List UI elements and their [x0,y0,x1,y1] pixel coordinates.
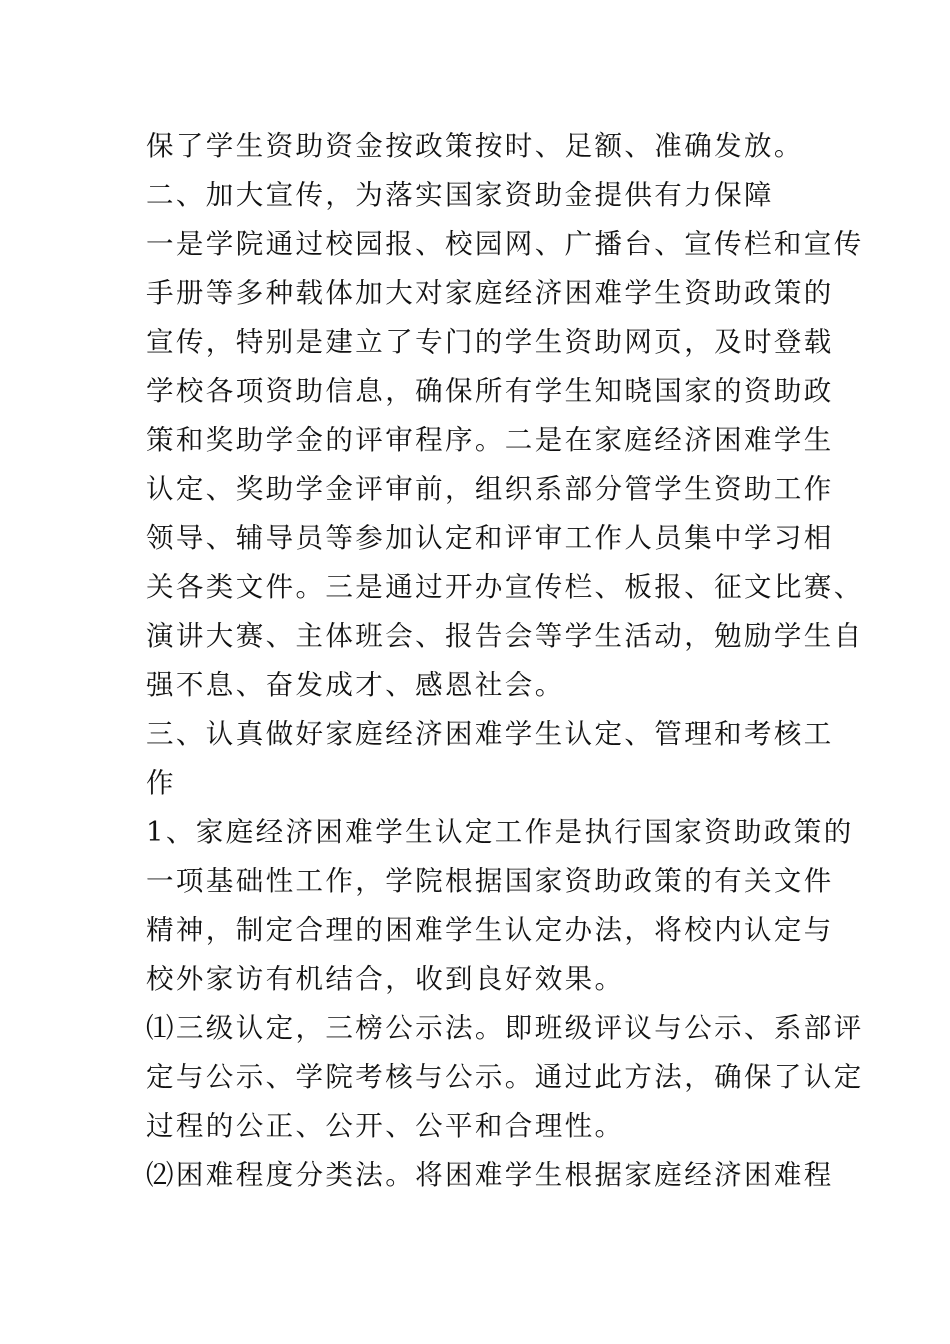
text-line: 保了学生资助资金按政策按时、足额、准确发放。 [146,130,804,162]
text-line: 演讲大赛、主体班会、报告会等学生活动，勉励学生自 [146,620,864,652]
document-body [146,122,864,1200]
text-line: 领导、辅导员等参加认定和评审工作人员集中学习相 [146,522,834,554]
text-line: 定与公示、学院考核与公示。通过此方法，确保了认定 [146,1061,864,1093]
text-line: 一是学院通过校园报、校园网、广播台、宣传栏和宣传 [146,228,864,260]
text-line: ⑵困难程度分类法。将困难学生根据家庭经济困难程 [146,1159,834,1191]
text-line: 校外家访有机结合，收到良好效果。 [146,963,625,995]
text-line: 手册等多种载体加大对家庭经济困难学生资助政策的 [146,277,834,309]
text-line: 过程的公正、公开、公平和合理性。 [146,1110,625,1142]
section-heading: 作 [146,767,176,799]
text-line: 强不息、奋发成才、感恩社会。 [146,669,565,701]
text-line: ⑴三级认定，三榜公示法。即班级评议与公示、系部评 [146,1012,864,1044]
text-line: 认定、奖助学金评审前，组织系部分管学生资助工作 [146,473,834,505]
text-line: 宣传，特别是建立了专门的学生资助网页，及时登载 [146,326,834,358]
text-line: 策和奖助学金的评审程序。二是在家庭经济困难学生 [146,424,834,456]
text-line: 学校各项资助信息，确保所有学生知晓国家的资助政 [146,375,834,407]
section-heading: 三、认真做好家庭经济困难学生认定、管理和考核工 [146,718,834,750]
text-line: 1、家庭经济困难学生认定工作是执行国家资助政策的 [146,816,854,848]
text-line: 关各类文件。三是通过开办宣传栏、板报、征文比赛、 [146,571,864,603]
text-line: 一项基础性工作，学院根据国家资助政策的有关文件 [146,865,834,897]
text-line: 精神，制定合理的困难学生认定办法，将校内认定与 [146,914,834,946]
section-heading: 二、加大宣传，为落实国家资助金提供有力保障 [146,179,774,211]
